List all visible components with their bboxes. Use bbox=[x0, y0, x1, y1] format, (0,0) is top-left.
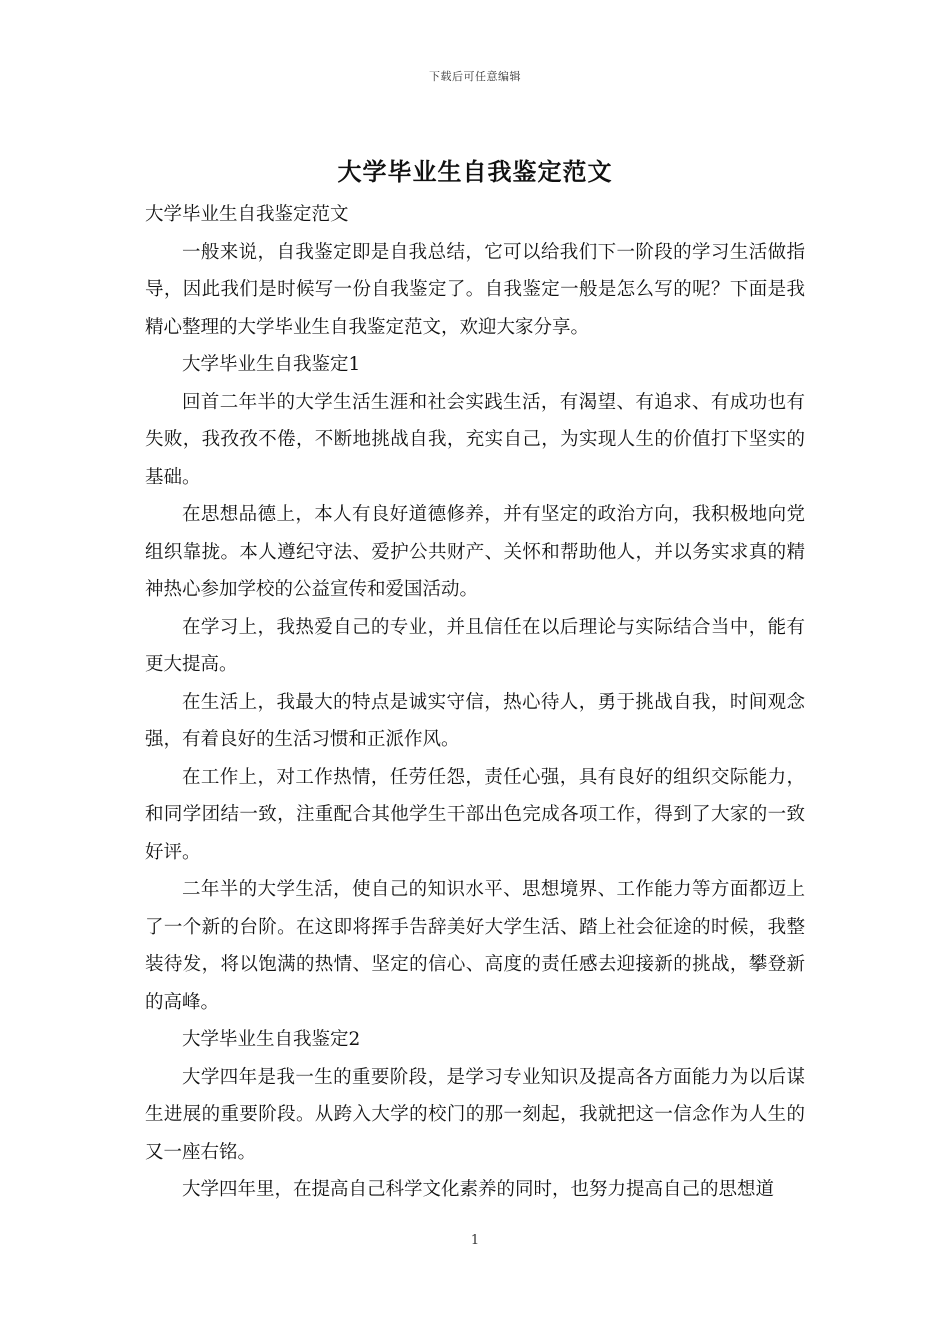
document-body bbox=[145, 196, 805, 1209]
intro-paragraph: 一般来说，自我鉴定即是自我总结，它可以给我们下一阶段的学习生活做指导，因此我们是时候写一份自我鉴定了。自我鉴定一般是怎么写的呢？下面是我精心整理的大学毕业生自我鉴定范文，欢迎大家分享。 bbox=[145, 241, 805, 338]
body-paragraph: 在生活上，我最大的特点是诚实守信，热心待人，勇于挑战自我，时间观念强，有着良好的生活习惯和正派作风。 bbox=[145, 691, 805, 750]
page-number: 1 bbox=[470, 1233, 480, 1248]
body-paragraph: 在工作上，对工作热情，任劳任怨，责任心强，具有良好的组织交际能力，和同学团结一致，注重配合其他学生干部出色完成各项工作，得到了大家的一致好评。 bbox=[145, 766, 805, 863]
section-heading-1: 大学毕业生自我鉴定1 bbox=[182, 354, 361, 375]
body-paragraph: 大学四年是我一生的重要阶段，是学习专业知识及提高各方面能力为以后谋生进展的重要阶段。从跨入大学的校门的那一刻起，我就把这一信念作为人生的又一座右铭。 bbox=[145, 1066, 805, 1163]
section-heading-2: 大学毕业生自我鉴定2 bbox=[182, 1029, 361, 1050]
subtitle-paragraph: 大学毕业生自我鉴定范文 bbox=[145, 204, 349, 225]
body-paragraph: 在学习上，我热爱自己的专业，并且信任在以后理论与实际结合当中，能有更大提高。 bbox=[145, 616, 805, 675]
header-note: 下载后可任意编辑 bbox=[429, 70, 521, 83]
document-title: 大学毕业生自我鉴定范文 bbox=[337, 157, 613, 186]
body-paragraph: 二年半的大学生活，使自己的知识水平、思想境界、工作能力等方面都迈上了一个新的台阶。在这即将挥手告辞美好大学生活、踏上社会征途的时候，我整装待发，将以饱满的热情、坚定的信心、高度的责任感去迎接新的挑战，攀登新的高峰。 bbox=[145, 879, 805, 1013]
body-paragraph: 在思想品德上，本人有良好道德修养，并有坚定的政治方向，我积极地向党组织靠拢。本人遵纪守法、爱护公共财产、关怀和帮助他人，并以务实求真的精神热心参加学校的公益宣传和爱国活动。 bbox=[145, 504, 805, 600]
body-paragraph: 大学四年里，在提高自己科学文化素养的同时，也努力提高自己的思想道 bbox=[182, 1179, 775, 1200]
body-paragraph: 回首二年半的大学生活生涯和社会实践生活，有渴望、有追求、有成功也有失败，我孜孜不倦，不断地挑战自我，充实自己，为实现人生的价值打下坚实的基础。 bbox=[145, 391, 805, 488]
